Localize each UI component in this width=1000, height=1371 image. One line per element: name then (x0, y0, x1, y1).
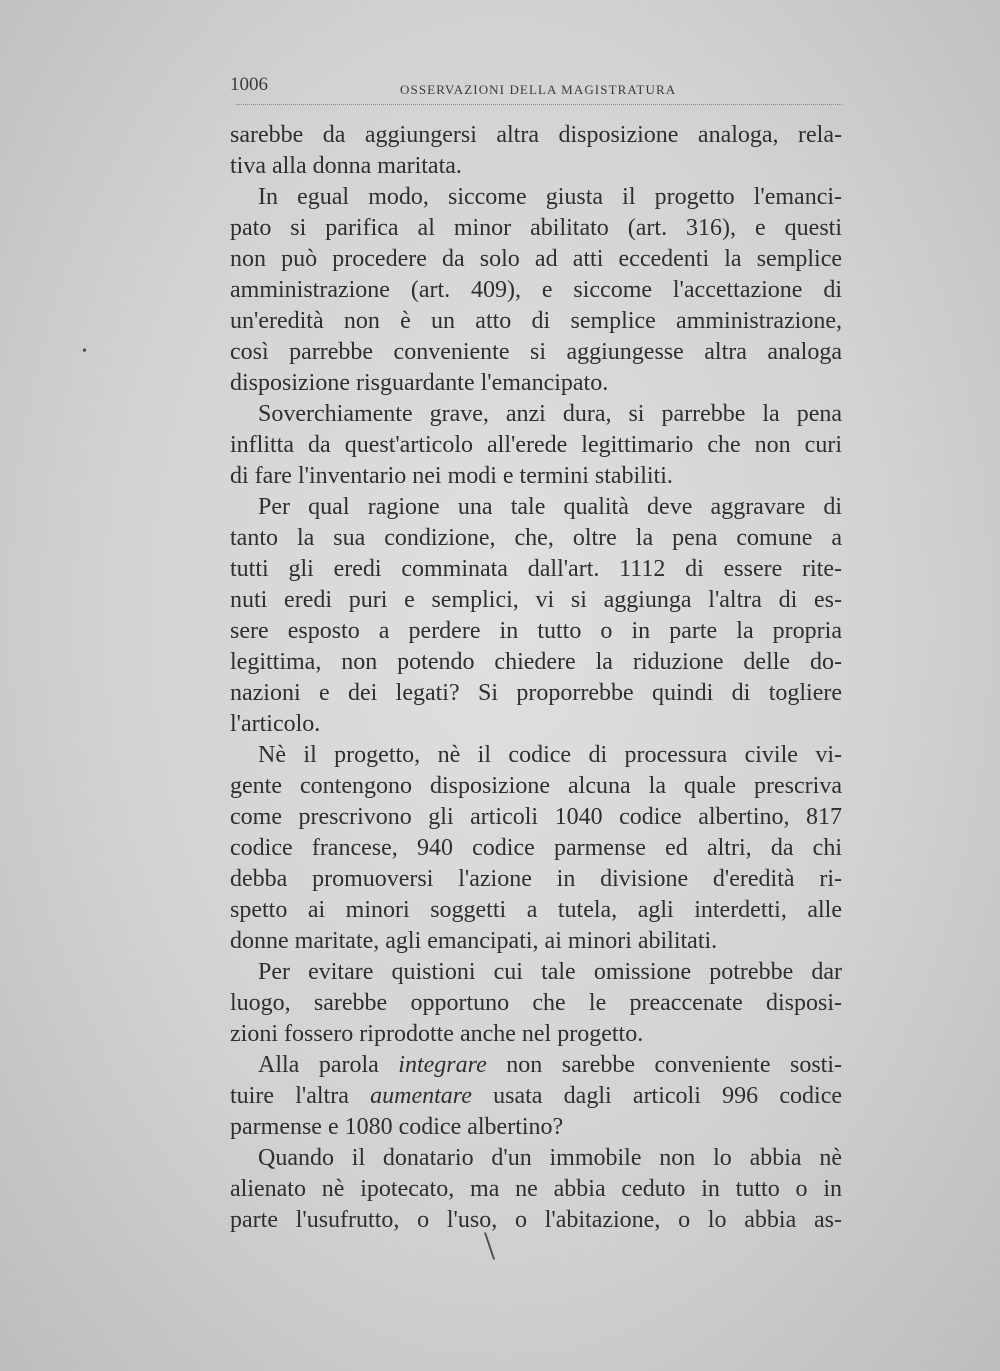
text-line: luogo, sarebbe opportuno che le preaccenate disposi- (230, 990, 842, 1016)
text-line: l'articolo. (230, 711, 321, 737)
text-line: Nè il progetto, nè il codice di processura civile vi- (258, 742, 842, 768)
text-line: tutti gli eredi comminata dall'art. 1112 di essere rite- (230, 556, 842, 582)
text-line: tiva alla donna maritata. (230, 153, 462, 179)
text-line: Per evitare quistioni cui tale omissione potrebbe dar (258, 959, 842, 985)
text-line: In egual modo, siccome giusta il progetto l'emanci- (258, 184, 842, 210)
text-line: spetto ai minori soggetti a tutela, agli interdetti, alle (230, 897, 842, 923)
text-line: parmense e 1080 codice albertino? (230, 1114, 564, 1140)
text-line: zioni fossero riprodotte anche nel progetto. (230, 1021, 644, 1047)
text-line: pato si parifica al minor abilitato (art. 316), e questi (230, 215, 842, 241)
page-header (230, 74, 842, 104)
text-line: amministrazione (art. 409), e siccome l'accettazione di (230, 277, 842, 303)
body-text (230, 120, 842, 1236)
bottom-mark: \ (484, 1223, 496, 1268)
text-line: nuti eredi puri e semplici, vi si aggiunga l'altra di es- (230, 587, 842, 613)
text-segment: non sarebbe conveniente sosti- (486, 1052, 842, 1078)
margin-dot: • (82, 344, 87, 359)
text-line: non può procedere da solo ad atti eccedenti la semplice (230, 246, 842, 272)
text-line-with-italic (230, 1081, 842, 1112)
italic-term: aumentare (370, 1083, 472, 1109)
header-rule (236, 104, 842, 105)
text-segment: usata dagli articoli 996 codice (471, 1083, 842, 1109)
text-line: di fare l'inventario nei modi e termini stabiliti. (230, 463, 673, 489)
text-line: nazioni e dei legati? Si proporrebbe quindi di togliere (230, 680, 842, 706)
text-line: codice francese, 940 codice parmense ed altri, da chi (230, 835, 842, 861)
text-line: inflitta da quest'articolo all'erede legittimario che non curi (230, 432, 842, 458)
text-line: legittima, non potendo chiedere la riduzione delle do- (230, 649, 842, 675)
text-line: donne maritate, agli emancipati, ai minori abilitati. (230, 928, 718, 954)
text-line: tanto la sua condizione, che, oltre la pena comune a (230, 525, 842, 551)
page-number: 1006 (230, 74, 268, 95)
text-line-with-italic (230, 1050, 842, 1081)
text-line: un'eredità non è un atto di semplice amministrazione, (230, 308, 842, 334)
text-line: sere esposto a perdere in tutto o in parte la propria (230, 618, 842, 644)
text-line: Soverchiamente grave, anzi dura, si parrebbe la pena (258, 401, 842, 427)
text-line: parte l'usufrutto, o l'uso, o l'abitazione, o lo abbia as- (230, 1207, 842, 1233)
italic-term: integrare (398, 1052, 487, 1078)
text-segment: Alla parola (258, 1052, 399, 1078)
running-title: OSSERVAZIONI DELLA MAGISTRATURA (400, 82, 677, 97)
text-segment: tuire l'altra (230, 1083, 371, 1109)
text-line: come prescrivono gli articoli 1040 codice albertino, 817 (230, 804, 842, 830)
text-line: Quando il donatario d'un immobile non lo abbia nè (258, 1145, 842, 1171)
text-line: disposizione risguardante l'emancipato. (230, 370, 609, 396)
text-line: sarebbe da aggiungersi altra disposizione analoga, rela- (230, 122, 842, 148)
text-line: debba promuoversi l'azione in divisione d'eredità ri- (230, 866, 842, 892)
text-line: alienato nè ipotecato, ma ne abbia ceduto in tutto o in (230, 1176, 842, 1202)
text-line: così parrebbe conveniente si aggiungesse altra analoga (230, 339, 842, 365)
text-line: Per qual ragione una tale qualità deve aggravare di (258, 494, 842, 520)
text-line: gente contengono disposizione alcuna la quale prescriva (230, 773, 842, 799)
